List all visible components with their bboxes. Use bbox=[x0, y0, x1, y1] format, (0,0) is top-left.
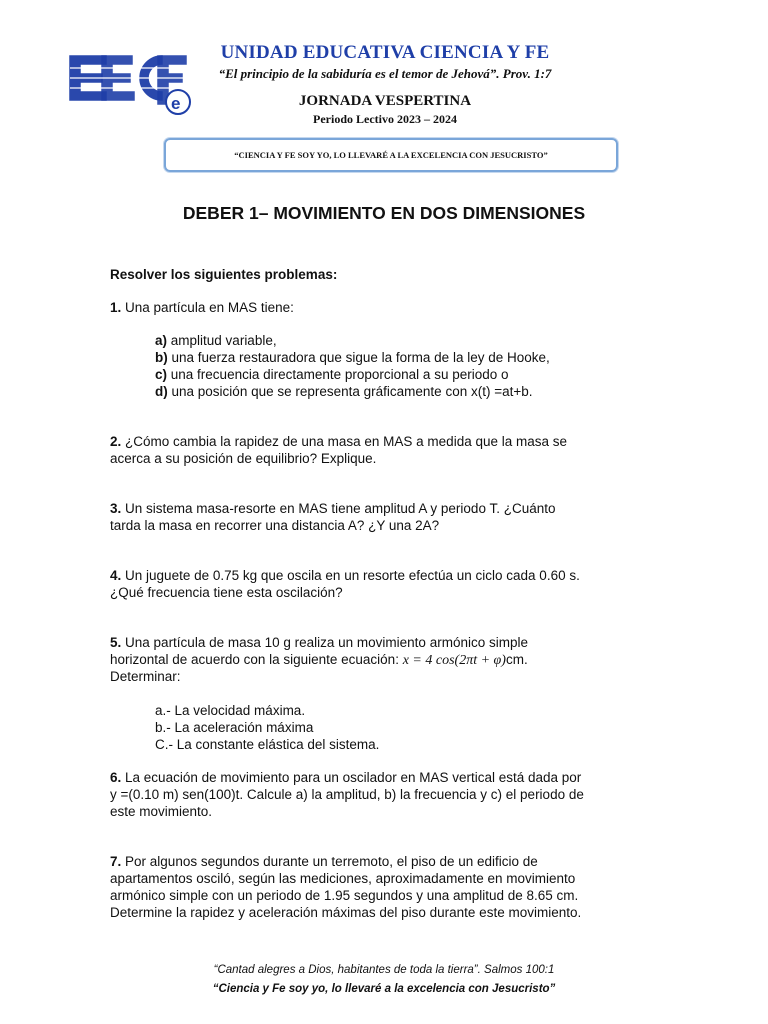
option-c bbox=[155, 366, 509, 383]
option-text: amplitud variable, bbox=[170, 333, 277, 348]
slogan-banner bbox=[164, 138, 618, 172]
problem-number: 5. bbox=[110, 635, 122, 650]
problem-5 bbox=[110, 634, 528, 651]
document-title: DEBER 1– MOVIMIENTO EN DOS DIMENSIONES bbox=[182, 203, 586, 223]
problem-number: 1. bbox=[110, 300, 122, 315]
banner-text: “CIENCIA Y FE SOY YO, LO LLEVARÉ A LA EXCELENCIA CON JESUCRISTO” bbox=[234, 150, 548, 160]
problem-text: horizontal de acuerdo con la siguiente ecuación: bbox=[110, 652, 399, 667]
problem-1 bbox=[110, 299, 294, 316]
problem-number: 4. bbox=[110, 568, 122, 583]
option-text: una fuerza restauradora que sigue la forma de la ley de Hooke, bbox=[171, 350, 550, 365]
footer-verse: “Cantad alegres a Dios, habitantes de toda la tierra”. Salmos 100:1 bbox=[213, 964, 555, 976]
jornada-label: JORNADA VESPERTINA bbox=[298, 93, 472, 109]
problem-6-line-3: este movimiento. bbox=[110, 804, 213, 819]
problem-number: 3. bbox=[110, 501, 122, 516]
subitem-b: b.- La aceleración máxima bbox=[155, 720, 314, 735]
problem-text: Una partícula en MAS tiene: bbox=[125, 300, 294, 315]
problem-3-line-2: tarda la masa en recorrer una distancia A? ¿Y una 2A? bbox=[110, 518, 440, 533]
option-label: d) bbox=[155, 384, 168, 399]
subitem-a: a.- La velocidad máxima. bbox=[155, 703, 306, 718]
problem-text: ¿Cómo cambia la rapidez de una masa en MAS a medida que la masa se bbox=[125, 434, 568, 449]
periodo-label: Periodo Lectivo 2023 – 2024 bbox=[313, 112, 457, 126]
option-d bbox=[155, 383, 532, 400]
option-text: una posición que se representa gráficamente con x(t) =at+b. bbox=[171, 384, 533, 399]
option-label: c) bbox=[155, 367, 168, 382]
problem-text: Una partícula de masa 10 g realiza un movimiento armónico simple bbox=[125, 635, 528, 650]
problem-7-line-3: armónico simple con un periodo de 1.95 segundos y una amplitud de 8.65 cm. bbox=[110, 888, 579, 903]
problem-number: 2. bbox=[110, 434, 122, 449]
problem-4-line-2: ¿Qué frecuencia tiene esta oscilación? bbox=[110, 585, 343, 600]
option-a bbox=[155, 332, 277, 349]
problem-2 bbox=[110, 433, 567, 450]
problem-6 bbox=[110, 769, 581, 786]
equation-unit: cm. bbox=[505, 652, 528, 667]
problem-2-line-2: acerca a su posición de equilibrio? Explique. bbox=[110, 451, 377, 466]
problem-text: Un sistema masa-resorte en MAS tiene amplitud A y periodo T. ¿Cuánto bbox=[125, 501, 556, 516]
problem-number: 6. bbox=[110, 770, 122, 785]
school-logo-icon bbox=[62, 42, 196, 122]
instructions: Resolver los siguientes problemas: bbox=[110, 267, 338, 282]
option-label: b) bbox=[155, 350, 168, 365]
problem-5-line-2 bbox=[110, 651, 528, 669]
problem-number: 7. bbox=[110, 854, 122, 869]
school-name: UNIDAD EDUCATIVA CIENCIA Y FE bbox=[220, 42, 550, 63]
problem-5-line-3: Determinar: bbox=[110, 669, 181, 684]
problem-7 bbox=[110, 853, 538, 870]
school-motto: “El principio de la sabiduría es el temor de Jehová”. Prov. 1:7 bbox=[218, 66, 552, 81]
problem-text: La ecuación de movimiento para un oscilador en MAS vertical está dada por bbox=[125, 770, 582, 785]
problem-3 bbox=[110, 500, 556, 517]
problem-7-line-4: Determine la rapidez y aceleración máximas del piso durante este movimiento. bbox=[110, 905, 582, 920]
problem-text: Un juguete de 0.75 kg que oscila en un resorte efectúa un ciclo cada 0.60 s. bbox=[125, 568, 580, 583]
svg-text:e: e bbox=[171, 94, 181, 113]
equation: x = 4 cos(2πt + φ) bbox=[402, 653, 506, 668]
problem-7-line-2: apartamentos osciló, según las mediciones, aproximadamente en movimiento bbox=[110, 871, 576, 886]
option-b bbox=[155, 349, 550, 366]
subitem-c: C.- La constante elástica del sistema. bbox=[155, 737, 380, 752]
option-label: a) bbox=[155, 333, 168, 348]
problem-text: Por algunos segundos durante un terremoto, el piso de un edificio de bbox=[125, 854, 538, 869]
problem-4 bbox=[110, 567, 580, 584]
option-text: una frecuencia directamente proporcional a su periodo o bbox=[170, 367, 509, 382]
footer-slogan: “Ciencia y Fe soy yo, lo llevaré a la excelencia con Jesucristo” bbox=[212, 983, 556, 995]
problem-6-line-2: y =(0.10 m) sen(100)t. Calcule a) la amplitud, b) la frecuencia y c) el periodo de bbox=[110, 787, 584, 802]
